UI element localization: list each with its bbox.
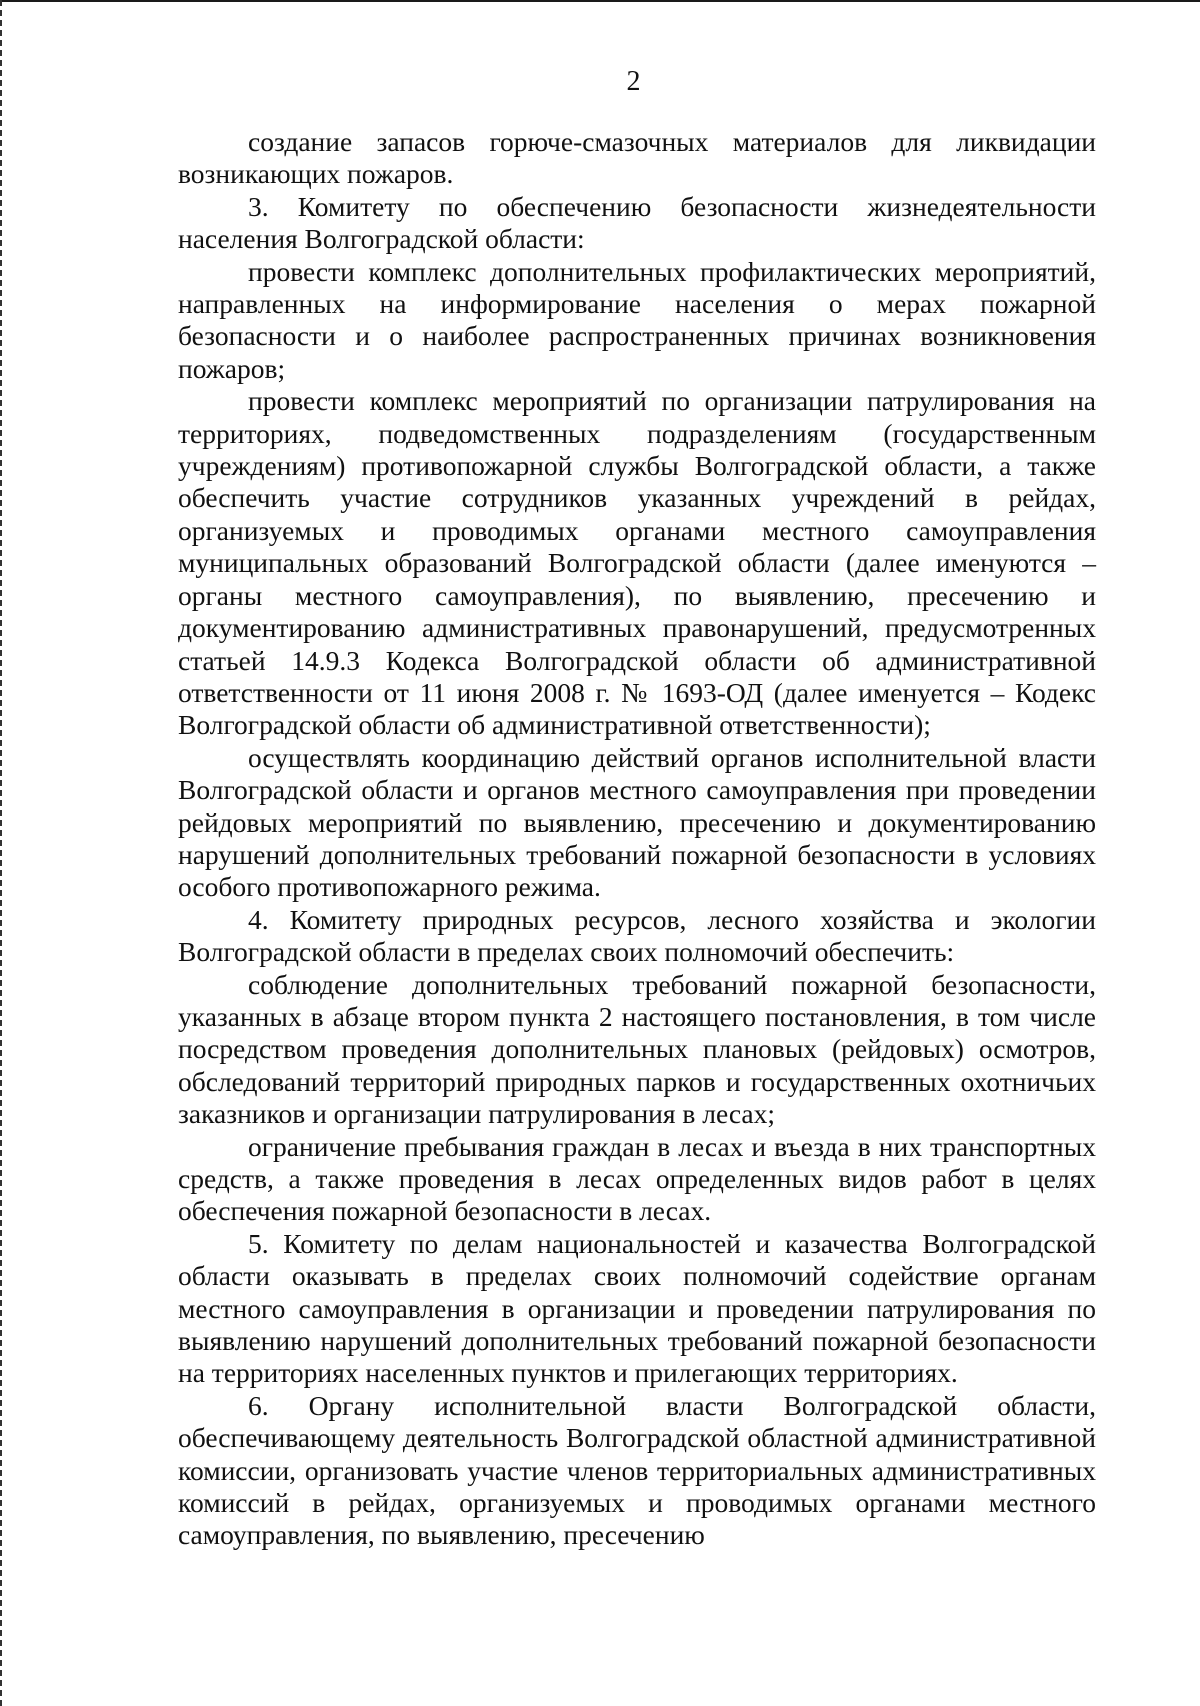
scan-edge-top bbox=[0, 0, 1200, 2]
paragraph: 4. Комитету природных ресурсов, лесного хозяйства и экологии Волгоградской области в пределах своих полномочий обеспечить: bbox=[178, 903, 1096, 968]
document-body bbox=[178, 126, 1096, 1552]
paragraph: 6. Органу исполнительной власти Волгоградской области, обеспечивающему деятельность Волгоградской областной административной комиссии, организовать участие членов территориальных административных комиссий в рейдах, организуемых и проводимых органами местного самоуправления, по выявлению, пресечению bbox=[178, 1389, 1096, 1551]
paragraph: ограничение пребывания граждан в лесах и въезда в них транспортных средств, а также проведения в лесах определенных видов работ в целях обеспечения пожарной безопасности в лесах. bbox=[178, 1130, 1096, 1227]
paragraph: провести комплекс дополнительных профилактических мероприятий, направленных на информирование населения о мерах пожарной безопасности и о наиболее распространенных причинах возникновения пожаров; bbox=[178, 255, 1096, 384]
scan-edge-left bbox=[0, 0, 2, 1706]
paragraph: провести комплекс мероприятий по организации патрулирования на территориях, подведомственных подразделениям (государственным учреждениям) противопожарной службы Волгоградской области, а также обеспечить участие сотрудников указанных учреждений в рейдах, организуемых и проводимых органами местного самоуправления муниципальных образований Волгоградской области (далее именуются – органы местного самоуправления), по выявлению, пресечению и документированию административных правонарушений, предусмотренных статьей 14.9.3 Кодекса Волгоградской области об административной ответственности от 11 июня 2008 г. № 1693-ОД (далее именуется – Кодекс Волгоградской области об административной ответственности); bbox=[178, 385, 1096, 741]
paragraph: 3. Комитету по обеспечению безопасности жизнедеятельности населения Волгоградской области: bbox=[178, 190, 1096, 255]
paragraph: 5. Комитету по делам национальностей и казачества Волгоградской области оказывать в пределах своих полномочий содействие органам местного самоуправления в организации и проведении патрулирования по выявлению нарушений дополнительных требований пожарной безопасности на территориях населенных пунктов и прилегающих территориях. bbox=[178, 1227, 1096, 1389]
paragraph: создание запасов горюче-смазочных материалов для ликвидации возникающих пожаров. bbox=[178, 126, 1096, 190]
paragraph: соблюдение дополнительных требований пожарной безопасности, указанных в абзаце втором пункта 2 настоящего постановления, в том числе посредством проведения дополнительных плановых (рейдовых) осмотров, обследований территорий природных парков и государственных охотничьих заказников и организации патрулирования в лесах; bbox=[178, 968, 1096, 1130]
page-number: 2 bbox=[626, 66, 641, 97]
paragraph: осуществлять координацию действий органов исполнительной власти Волгоградской области и органов местного самоуправления при проведении рейдовых мероприятий по выявлению, пресечению и документированию нарушений дополнительных требований пожарной безопасности в условиях особого противопожарного режима. bbox=[178, 741, 1096, 903]
